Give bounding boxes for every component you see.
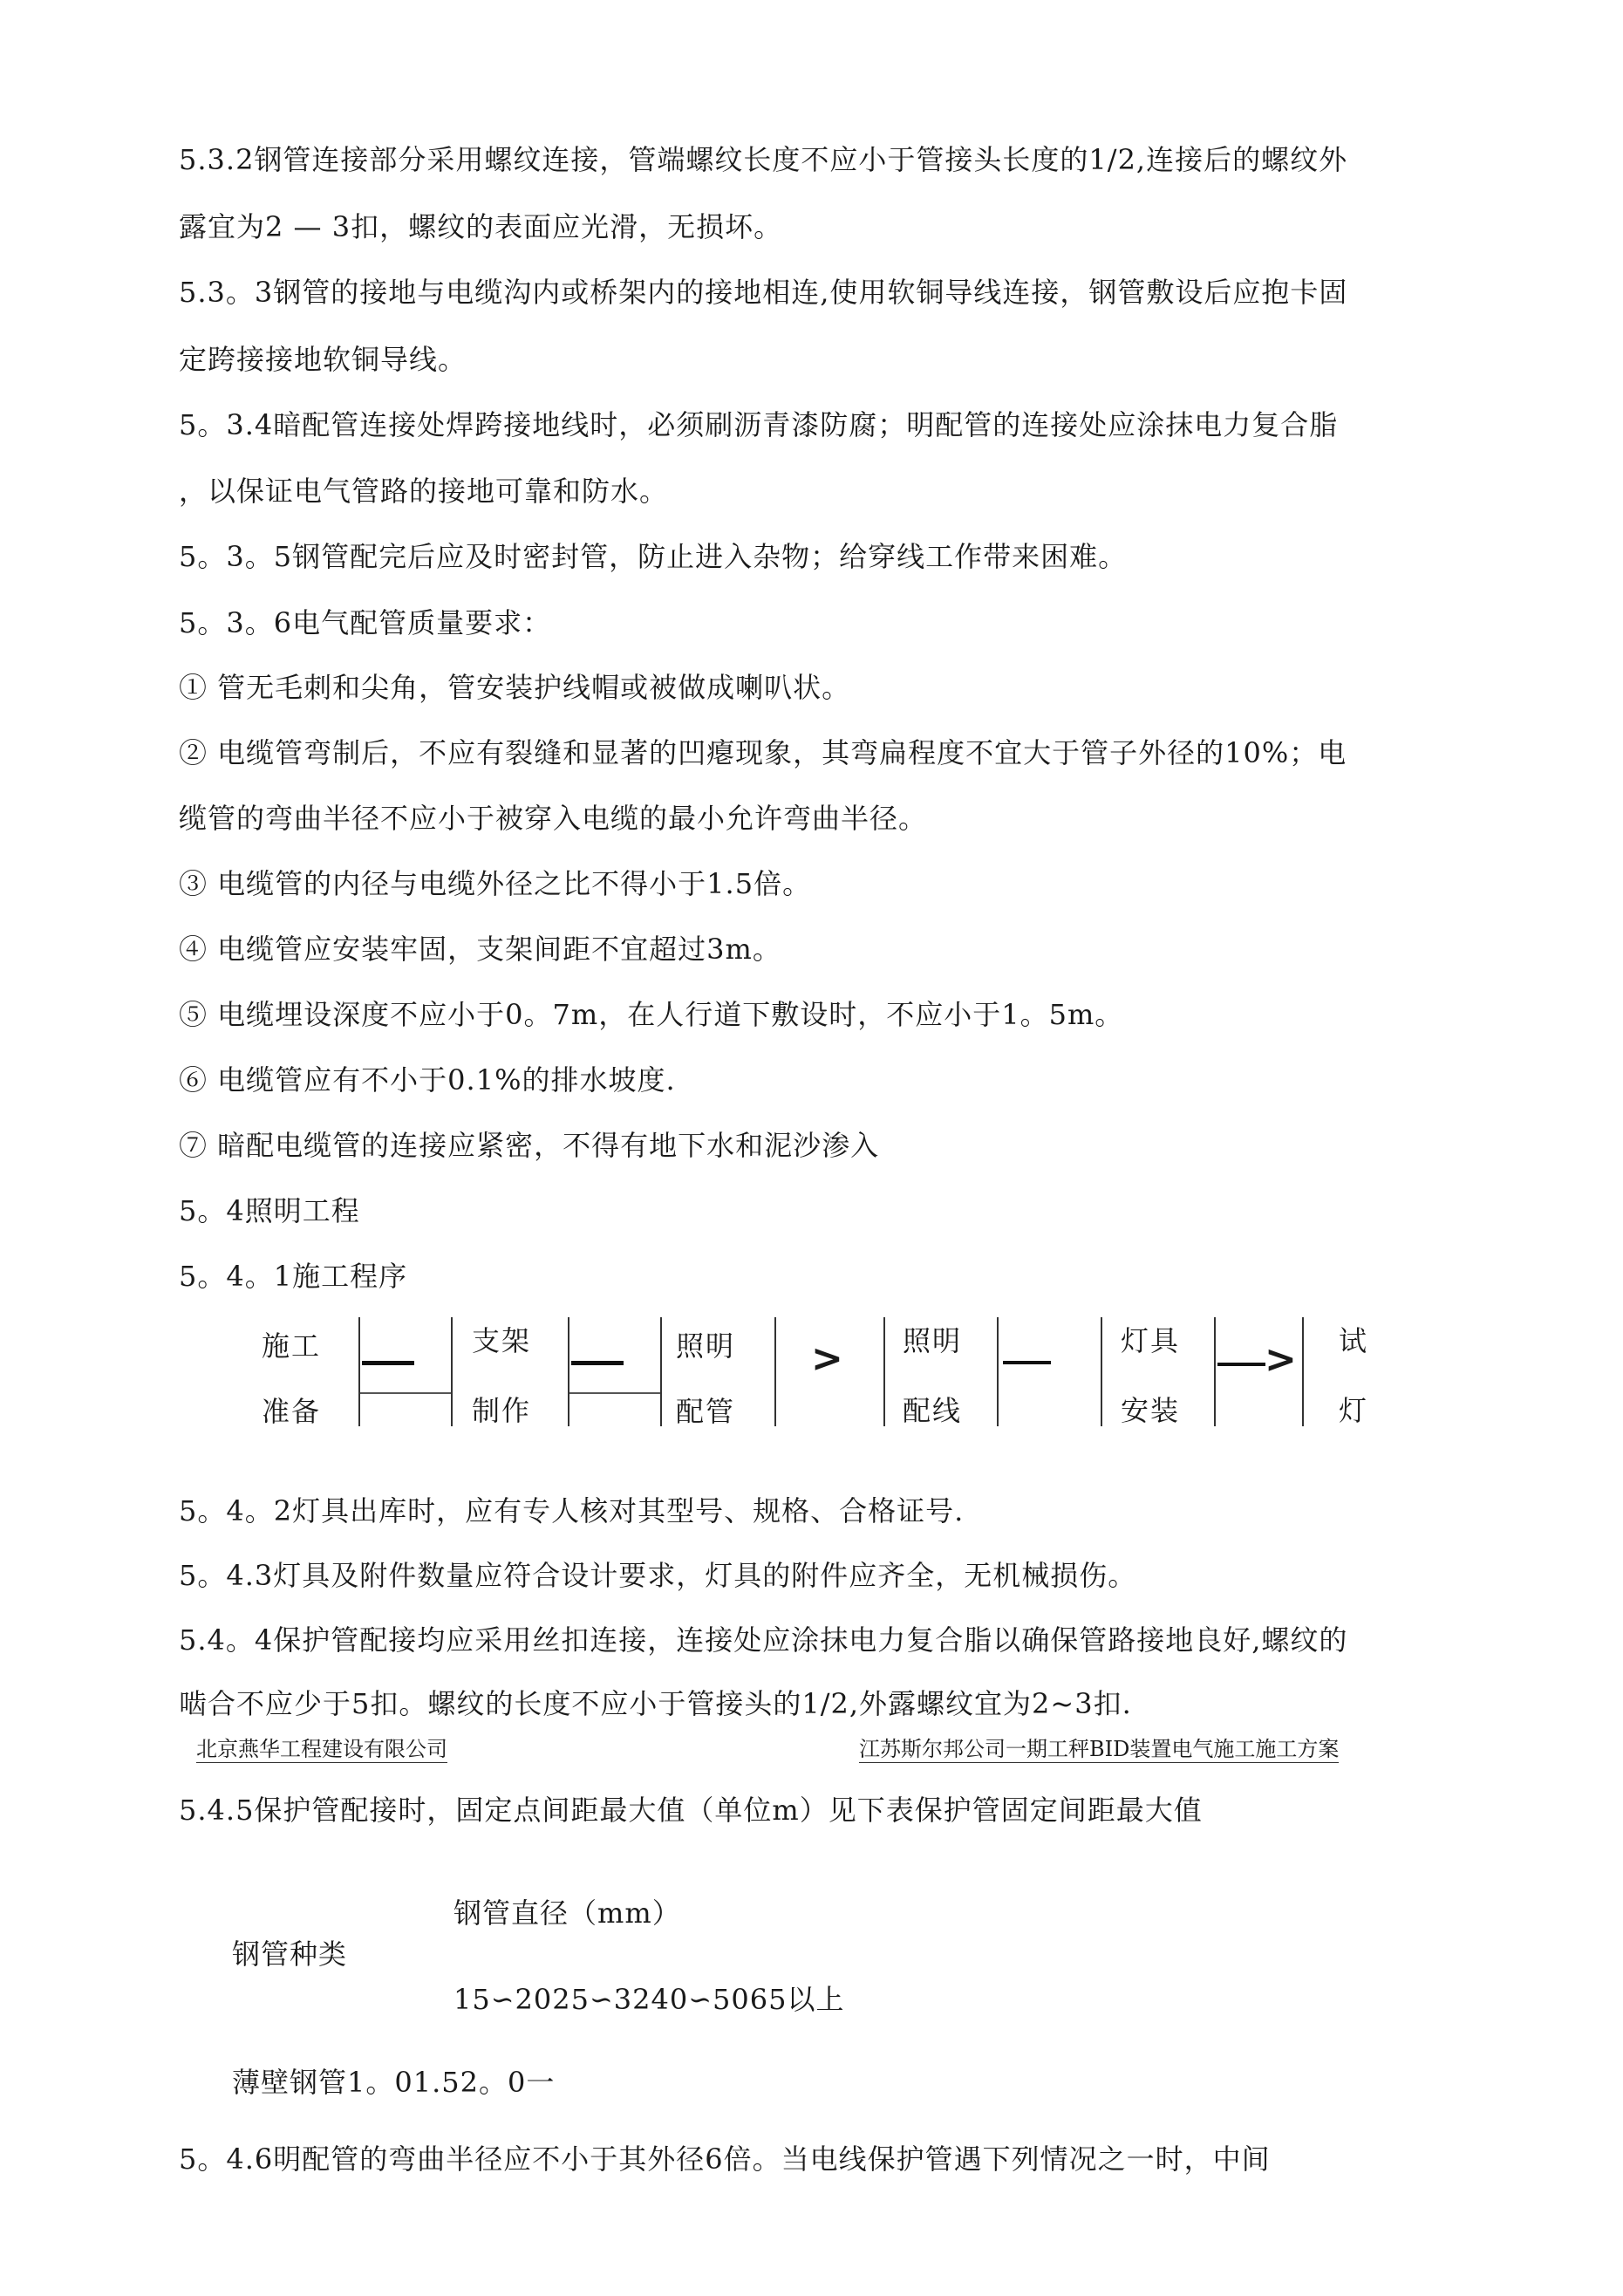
flow-step-label: 照明 xyxy=(676,1329,736,1363)
flow-divider xyxy=(451,1317,453,1426)
flow-step-label: 灯具 xyxy=(1121,1324,1181,1357)
flow-divider xyxy=(660,1317,662,1426)
flow-divider xyxy=(997,1317,999,1426)
flow-connector xyxy=(362,1361,414,1365)
flow-connector xyxy=(1003,1361,1051,1364)
flow-step-label: 试 xyxy=(1339,1324,1369,1357)
flow-divider xyxy=(883,1317,885,1426)
paragraph-line: 5。3。5钢管配完后应及时密封管，防止进入杂物；给穿线工作带来困难。 xyxy=(179,540,1128,573)
flow-step-label: 安装 xyxy=(1121,1394,1181,1427)
paragraph-line: 5.3。3钢管的接地与电缆沟内或桥架内的接地相连,使用软铜导线连接，钢管敷设后应抱卡固 xyxy=(179,276,1348,309)
paragraph-line: 5。4。2灯具出库时，应有专人核对其型号、规格、合格证号. xyxy=(179,1494,965,1527)
flow-arrow-icon: > xyxy=(811,1336,843,1381)
paragraph-line: 啮合不应少于5扣。螺纹的长度不应小于管接头的1/2,外露螺纹宜为2~3扣. xyxy=(179,1687,1132,1720)
paragraph-line: 露宜为2 — 3扣，螺纹的表面应光滑，无损坏。 xyxy=(179,210,783,243)
flow-divider xyxy=(1101,1317,1102,1426)
list-item: 缆管的弯曲半径不应小于被穿入电缆的最小允许弯曲半径。 xyxy=(179,802,928,835)
flow-step-label: 配管 xyxy=(676,1395,736,1428)
flow-divider xyxy=(360,1392,452,1394)
table-header: 钢管直径（mm） xyxy=(453,1896,681,1930)
paragraph-line: ，以保证电气管路的接地可靠和防水。 xyxy=(179,475,669,508)
flow-divider xyxy=(569,1392,661,1394)
flow-step-label: 灯 xyxy=(1339,1394,1369,1427)
paragraph-line: 5。4.6明配管的弯曲半径应不小于其外径6倍。当电线保护管遇下列情况之一时，中间 xyxy=(179,2142,1271,2176)
flow-step-label: 照明 xyxy=(903,1324,963,1357)
flow-divider xyxy=(358,1317,360,1426)
paragraph-line: 5.4。4保护管配接均应采用丝扣连接，连接处应涂抹电力复合脂以确保管路接地良好,螺纹的 xyxy=(179,1623,1348,1657)
flow-connector xyxy=(571,1361,624,1365)
list-item: ③ 电缆管的内径与电缆外径之比不得小于1.5倍。 xyxy=(179,867,812,900)
table-row: 薄壁钢管1。01.52。0一 xyxy=(232,2066,556,2099)
list-item: ⑥ 电缆管应有不小于0.1%的排水坡度. xyxy=(179,1063,676,1097)
flow-divider xyxy=(1214,1317,1216,1426)
section-heading: 5。4。1施工程序 xyxy=(179,1260,408,1293)
paragraph-line: 5。3。6电气配管质量要求： xyxy=(179,606,552,639)
flow-arrow-icon: > xyxy=(1265,1337,1297,1382)
list-item: ① 管无毛刺和尖角，管安装护线帽或被做成喇叭状。 xyxy=(179,671,851,704)
list-item: ② 电缆管弯制后，不应有裂缝和显著的凹瘪现象，其弯扁程度不宜大于管子外径的10%；电 xyxy=(179,736,1347,769)
flow-step-label: 配线 xyxy=(903,1394,963,1427)
flow-divider xyxy=(1302,1317,1304,1426)
paragraph-line: 5。3.4暗配管连接处焊跨接地线时，必须刷沥青漆防腐；明配管的连接处应涂抹电力复合脂 xyxy=(179,408,1339,441)
table-row-label: 钢管种类 xyxy=(232,1937,348,1971)
list-item: ⑦ 暗配电缆管的连接应紧密，不得有地下水和泥沙渗入 xyxy=(179,1129,880,1162)
table-header: 15∽2025∽3240∽5065以上 xyxy=(453,1983,845,2016)
flow-divider xyxy=(774,1317,776,1426)
flow-connector xyxy=(1217,1363,1265,1366)
paragraph-line: 定跨接接地软铜导线。 xyxy=(179,343,467,376)
paragraph-line: 5。4.3灯具及附件数量应符合设计要求，灯具的附件应齐全，无机械损伤。 xyxy=(179,1559,1137,1592)
list-item: ④ 电缆管应安装牢固，支架间距不宜超过3m。 xyxy=(179,933,781,966)
paragraph-line: 5.3.2钢管连接部分采用螺纹连接，管端螺纹长度不应小于管接头长度的1/2,连接后的螺纹外 xyxy=(179,143,1348,176)
footer-company-name: 北京燕华工程建设有限公司 xyxy=(196,1737,447,1761)
paragraph-line: 5.4.5保护管配接时，固定点间距最大值（单位m）见下表保护管固定间距最大值 xyxy=(179,1794,1203,1827)
flow-step-label: 支架 xyxy=(472,1324,532,1357)
flow-divider xyxy=(568,1317,569,1426)
footer-document-title: 江苏斯尔邦公司一期工秤BID装置电气施工施工方案 xyxy=(859,1737,1340,1761)
flow-step-label: 制作 xyxy=(472,1394,532,1427)
flow-step-label: 施工 xyxy=(262,1329,322,1363)
section-heading: 5。4照明工程 xyxy=(179,1194,360,1227)
flow-step-label: 准备 xyxy=(262,1395,322,1428)
list-item: ⑤ 电缆埋设深度不应小于0。7m，在人行道下敷设时，不应小于1。5m。 xyxy=(179,998,1124,1031)
